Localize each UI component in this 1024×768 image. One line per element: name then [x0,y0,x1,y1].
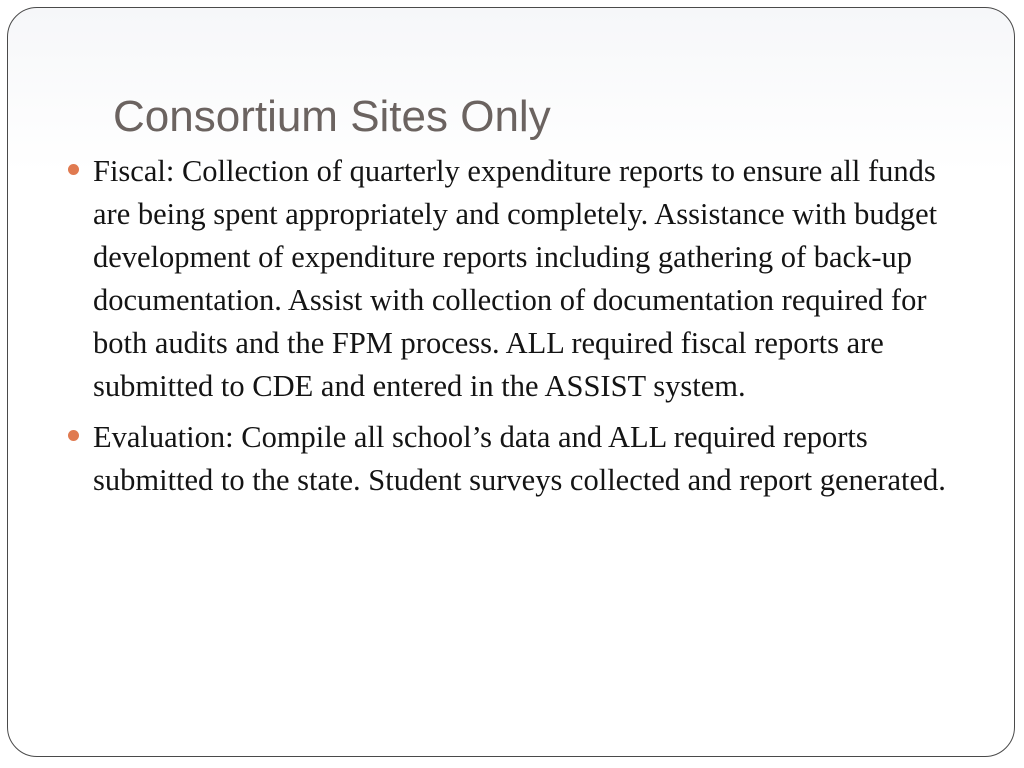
bullet-dot-icon [68,430,79,441]
bullet-dot-icon [68,164,79,175]
bullet-text-evaluation: Evaluation: Compile all school’s data and ALL required reports submitted to the state. Student surveys collected and report generated. [93,420,946,497]
bullet-list [65,150,965,510]
bullet-item-fiscal [65,150,965,408]
slide-title: Consortium Sites Only [113,92,551,141]
bullet-item-evaluation [65,416,965,502]
bullet-text-fiscal: Fiscal: Collection of quarterly expenditure reports to ensure all funds are being spent appropriately and completely. Assistance with budget development of expenditure reports including gathering of back-up documentation. Assist with collection of documentation required for both audits and the FPM process. ALL required fiscal reports are submitted to CDE and entered in the ASSIST system. [93,154,938,403]
